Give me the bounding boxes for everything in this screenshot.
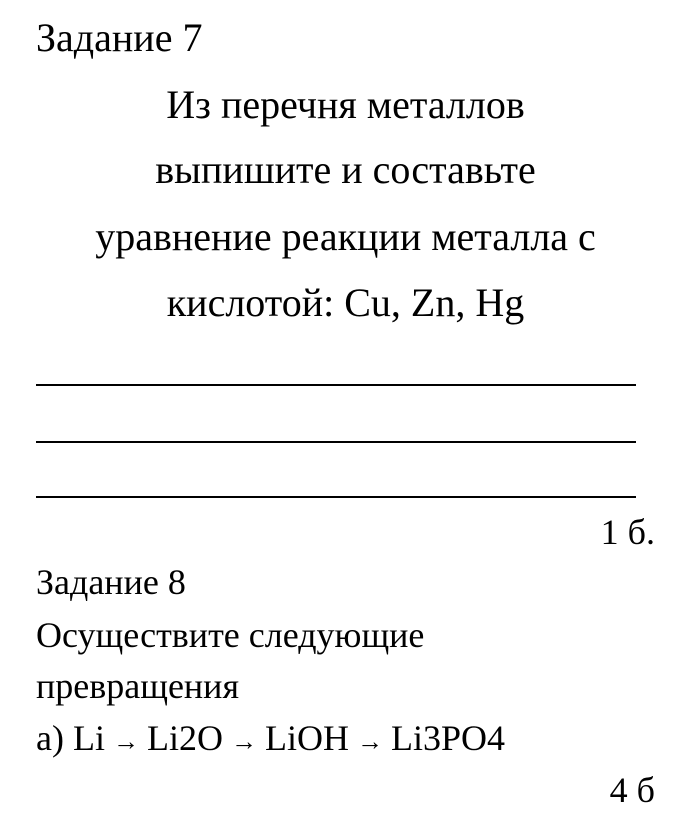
answer-line-3[interactable]: [36, 496, 636, 498]
chain-item-li2o: Li2O: [146, 718, 223, 758]
chain-item-li: Li: [72, 718, 105, 758]
chain-item-lioh: LiOH: [264, 718, 349, 758]
task-8-title: Задание 8: [36, 562, 186, 602]
task-7-text-line-3: уравнение реакции металла с: [95, 214, 596, 259]
task-8-score: 4 б: [609, 770, 655, 810]
task-7-score: 1 б.: [600, 512, 655, 552]
task-7-text-line-1: Из перечня металлов: [166, 82, 525, 127]
task-8-text-line-2: превращения: [36, 666, 240, 706]
arrow-icon: →: [356, 727, 383, 756]
chain-prefix: а): [36, 718, 64, 758]
arrow-icon: →: [230, 727, 257, 756]
chain-item-li3po4: Li3PO4: [390, 718, 505, 758]
task-7-text-line-4: кислотой: Cu, Zn, Hg: [166, 280, 525, 325]
task-8-text-line-1: Осуществите следующие: [36, 615, 425, 655]
task-7-title: Задание 7: [36, 15, 203, 60]
task-7-text-line-2: выпишите и составьте: [155, 147, 536, 192]
arrow-icon: →: [112, 727, 139, 756]
transformation-chain: [36, 716, 505, 764]
answer-line-1[interactable]: [36, 384, 636, 386]
answer-line-2[interactable]: [36, 441, 636, 443]
